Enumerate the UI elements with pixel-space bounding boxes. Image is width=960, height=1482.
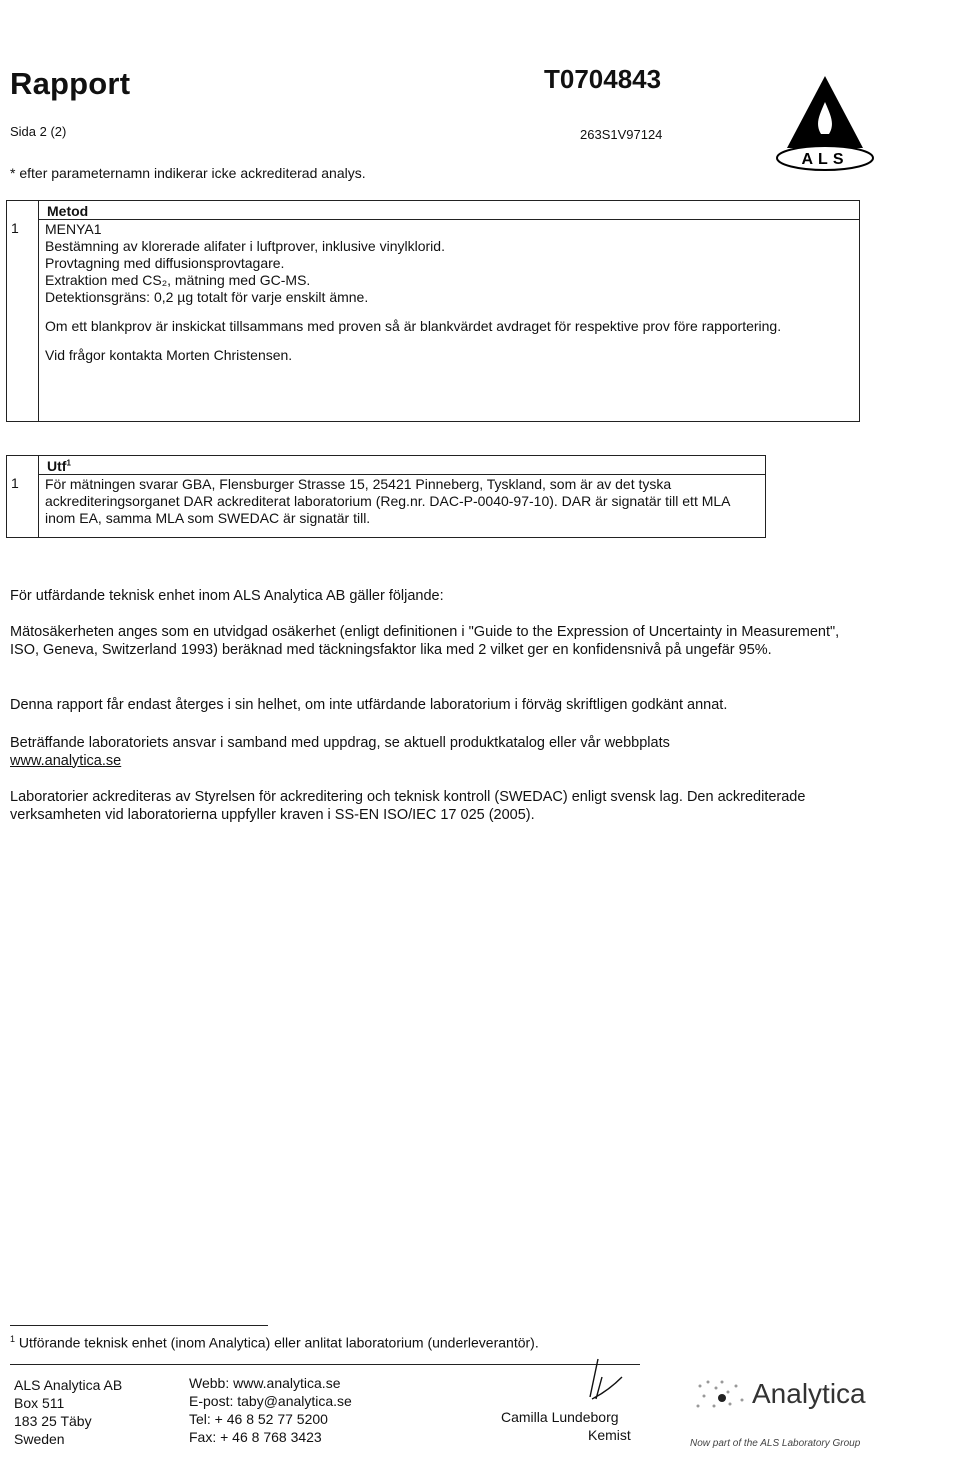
report-title: Rapport: [10, 66, 131, 101]
als-logo: [775, 72, 875, 172]
signatory-name: Camilla Lundeborg: [501, 1409, 619, 1425]
utf-header: Utf$^1$: [39, 456, 766, 475]
method-table: [6, 200, 860, 422]
accreditation-note: * efter parameternamn indikerar icke ackrediterad analys.: [10, 165, 366, 181]
blank-sample-note: Om ett blankprov är inskickat tillsammans med proven så är blankvärdet avdraget för respektive prov före rapportering.: [45, 318, 782, 334]
reference-number: 263S1V97124: [580, 127, 663, 142]
footer-contact: Webb: www.analytica.se E-post: taby@analytica.se Tel: + 46 8 52 77 5200 Fax: + 46 8 768 3423: [189, 1375, 352, 1445]
analytica-brand-name: Analytica: [752, 1378, 866, 1409]
utf-content: För mätningen svarar GBA, Flensburger Strasse 15, 25421 Pinneberg, Tyskland, som är av det tyska ackrediteringsorganet DAR ackrediterat laboratorium (Reg.nr. DAC-P-0040-97-10). DAR är signatär till ett MLA inom EA, samma MLA som SWEDAC är signatär till.: [39, 475, 766, 538]
method-line: Provtagning med diffusionsprovtagare.: [45, 255, 285, 271]
method-line: Detektionsgräns: 0,2 µg totalt för varje enskilt ämne.: [45, 289, 369, 305]
method-row-number: 1: [7, 220, 39, 422]
body-paragraph: För utfärdande teknisk enhet inom ALS Analytica AB gäller följande:: [10, 588, 444, 604]
footer-divider: [10, 1364, 640, 1365]
page-indicator: Sida 2 (2): [10, 124, 67, 139]
method-line: Bestämning av klorerade alifater i luftprover, inklusive vinylklorid.: [45, 238, 445, 254]
body-paragraph: Mätosäkerheten anges som en utvidgad osäkerhet (enligt definitionen i "Guide to the Expression of Uncertainty in Measurement", ISO, Geneva, Switzerland 1993) beräknad med täckningsfaktor lika med 2 vilket ger en konfidensnivå på ungefär 95%.: [10, 624, 840, 658]
method-code: MENYA1: [45, 221, 102, 237]
report-number: T0704843: [544, 64, 662, 94]
analytica-tagline: Now part of the ALS Laboratory Group: [690, 1438, 861, 1449]
method-line: Extraktion med CS₂, mätning med GC-MS.: [45, 272, 311, 288]
body-paragraph: Beträffande laboratoriets ansvar i samband med uppdrag, se aktuell produktkatalog eller vår webbplats www.analytica.se: [10, 735, 670, 769]
footnote-divider: [10, 1325, 268, 1326]
method-content: [39, 220, 860, 422]
method-header: Metod: [39, 201, 860, 220]
body-paragraph: Laboratorier ackrediteras av Styrelsen för ackreditering och teknisk kontroll (SWEDAC) enligt svensk lag. Den ackrediterade verksamheten vid laboratorierna uppfyller kraven i SS-EN ISO/IEC 17 025 (2005).: [10, 789, 806, 823]
utf-row-number: 1: [7, 475, 39, 538]
signatory-title: Kemist: [588, 1427, 631, 1443]
footnote: $^1$ Utförande teknisk enhet (inom Analytica) eller anlitat laboratorium (underleverantör).: [10, 1334, 539, 1351]
signature-mark: [578, 1355, 624, 1411]
body-paragraph: Denna rapport får endast återges i sin helhet, om inte utfärdande laboratorium i förväg skriftligen godkänt annat.: [10, 697, 728, 713]
footer-address: ALS Analytica AB Box 511 183 25 Täby Sweden: [14, 1377, 123, 1447]
logo-text: ALS: [801, 151, 849, 168]
contact-note: Vid frågor kontakta Morten Christensen.: [45, 347, 293, 363]
website-link[interactable]: www.analytica.se: [10, 752, 122, 769]
utf-table: [6, 455, 766, 538]
